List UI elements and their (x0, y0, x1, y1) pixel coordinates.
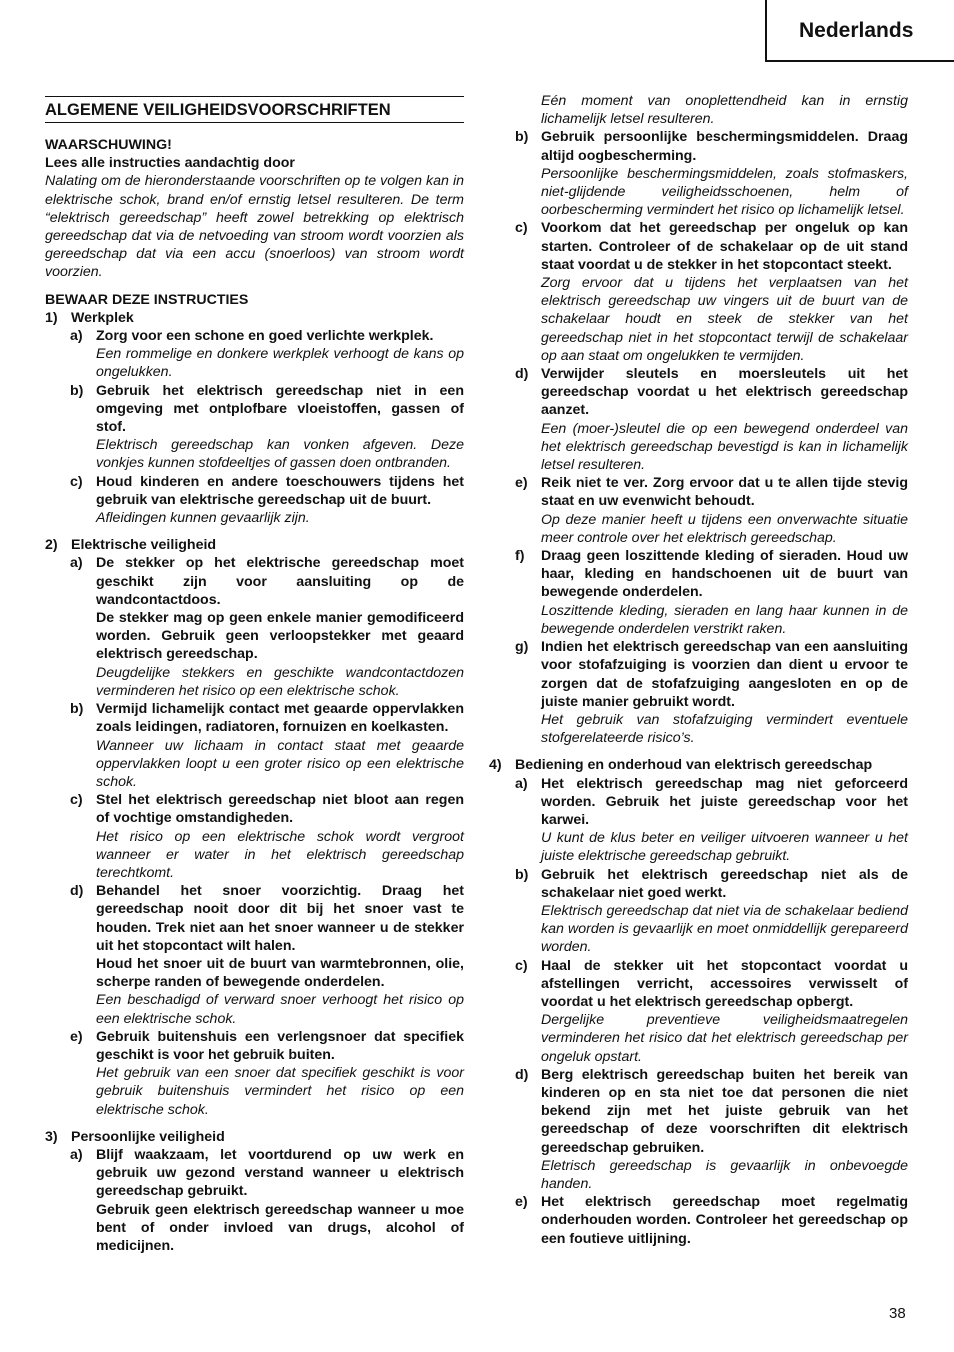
item-note: Afleidingen kunnen gevaarlijk zijn. (96, 510, 310, 527)
item-note: Een rommelige en donkere werkplek verhoogt de kans op ongelukken. (96, 346, 464, 381)
item-note: Deugdelijke stekkers en geschikte wandcontactdozen verminderen het risico op een elektrische schok. (96, 664, 464, 699)
item-note: Zorg ervoor dat u tijdens het verplaatsen van het elektrisch gereedschap uw vingers uit de buurt van de schakelaar houdt en steek de stekker van het gereedschap niet in het stopcontact terwijl de schakelaar op aan staat om ongelukken te vermijden. (541, 275, 908, 364)
list-item: a) Zorg voor een schone en goed verlichte werkplek. (70, 328, 434, 345)
page-number: 38 (889, 1305, 906, 1322)
list-item: e) Reik niet te ver. Zorg ervoor dat u te allen tijde stevig staat en uw evenwicht behoudt. (515, 475, 908, 510)
keep-instructions: BEWAAR DEZE INSTRUCTIES (45, 291, 249, 308)
item-note: Een (moer-)sleutel die op een bewegend onderdeel van het elektrisch gereedschap bevestigd is kan in lichamelijk letsel resulteren. (541, 420, 908, 474)
item-note: Elektrisch gereedschap kan vonken afgeven. Deze vonkjes kunnen stofdeeltjes of gassen doen ontbranden. (96, 437, 464, 472)
item-note: Op deze manier heeft u tijdens een onverwachte situatie meer controle over het elektrisch gereedschap. (541, 511, 908, 546)
warning-heading: WAARSCHUWING! (45, 137, 172, 153)
item-note: Een beschadigd of verward snoer verhoogt het risico op een elektrische schok. (96, 992, 464, 1027)
left-column (45, 96, 464, 1255)
section-heading-1: 1) Werkplek (45, 309, 134, 326)
list-item: d) Behandel het snoer voorzichtig. Draag het gereedschap nooit door dit bij het snoer vast te houden. Trek niet aan het snoer wanneer u de stekker uit het stopcontact wilt halen. (70, 883, 464, 954)
section-title: ALGEMENE VEILIGHEIDSVOORSCHRIFTEN (45, 96, 464, 123)
list-item: a) De stekker op het elektrische gereedschap moet geschikt zijn voor aansluiting op de wandcontactdoos. (70, 555, 464, 608)
item-note: Dergelijke preventieve veiligheidsmaatregelen verminderen het risico dat het elektrisch gereedschap per ongeluk opstart. (541, 1012, 908, 1065)
right-column (489, 92, 908, 1248)
list-item: c) Voorkom dat het gereedschap per ongeluk op kan starten. Controleer of de schakelaar op de uit stand staat voordat u de stekker in het stopcontact steekt. (515, 220, 908, 273)
list-item: d) Verwijder sleutels en moersleutels uit het gereedschap voordat u het elektrisch gereedschap aanzet. (515, 366, 908, 419)
item-note: U kunt de klus beter en veiliger uitvoeren wanneer u het juiste elektrische gereedschap gebruikt. (541, 830, 908, 865)
item-note: Eén moment van onoplettendheid kan in ernstig lichamelijk letsel resulteren. (541, 93, 908, 128)
list-item: b) Vermijd lichamelijk contact met geaarde oppervlakken zoals leidingen, radiatoren, fornuizen en koelkasten. (70, 701, 464, 736)
list-item: b) Gebruik persoonlijke beschermingsmiddelen. Draag altijd oogbescherming. (515, 129, 908, 164)
list-item: a) Het elektrisch gereedschap mag niet geforceerd worden. Gebruik het juiste gereedschap voor het karwei. (515, 775, 908, 828)
item-note: Het risico op een elektrische schok wordt vergroot wanneer er water in het elektrisch gereedschap terechtkomt. (96, 828, 464, 881)
item-note: Loszittende kleding, sieraden en lang haar kunnen in de bewegende onderdelen verstrikt raken. (541, 602, 908, 637)
section-heading-4: 4) Bediening en onderhoud van elektrisch gereedschap (489, 757, 873, 774)
item-extra: De stekker mag op geen enkele manier gemodificeerd worden. Gebruik geen verloopstekker met geaard elektrisch gereedschap. (96, 610, 464, 663)
item-note: Het gebruik van een snoer dat specifiek geschikt is voor gebruik buitenshuis vermindert het risico op een elektrische schok. (96, 1065, 464, 1118)
item-note: Persoonlijke beschermingsmiddelen, zoals stofmaskers, niet-glijdende veiligheidsschoenen, helm of oorbescherming vermindert het risico op lichamelijk letsel. (541, 165, 908, 219)
item-note: Elektrisch gereedschap dat niet via de schakelaar bediend kan worden is gevaarlijk en moet onmiddellijk gerepareerd worden. (541, 902, 908, 956)
list-item: b) Gebruik het elektrisch gereedschap niet als de schakelaar niet goed werkt. (515, 866, 908, 901)
section-heading-2: 2) Elektrische veiligheid (45, 537, 217, 554)
list-item: d) Berg elektrisch gereedschap buiten het bereik van kinderen op en sta niet toe dat personen die niet bekend zijn met het juiste gebruik van het gereedschap of deze voorschriften dit elektrisch gereedschap gebruiken. (515, 1066, 908, 1156)
list-item: b) Gebruik het elektrisch gereedschap niet in een omgeving met ontplofbare vloeistoffen, gassen of stof. (70, 382, 464, 436)
list-item: e) Gebruik buitenshuis een verlengsnoer dat specifiek geschikt is voor het gebruik buiten. (70, 1028, 464, 1063)
item-note: Eletrisch gereedschap is gevaarlijk in onbevoegde handen. (541, 1157, 908, 1192)
warning-subheading: Lees alle instructies aandachtig door (45, 155, 295, 172)
item-note: Wanneer uw lichaam in contact staat met geaarde oppervlakken loopt u een groter risico op een elektrische schok. (96, 737, 464, 790)
item-note: Het gebruik van stofafzuiging vermindert eventuele stofgerelateerde risico’s. (541, 711, 908, 747)
list-item: g) Indien het elektrisch gereedschap van een aansluiting voor stofafzuiging is voorzien dan dient u ervoor te zorgen dat de stofafzuiging aangesloten en op de juiste manier gebruikt wordt. (515, 639, 908, 710)
list-item: a) Blijf waakzaam, let voortdurend op uw werk en gebruik uw gezond verstand wanneer u elektrisch gereedschap gebruikt. (70, 1146, 464, 1200)
list-item: c) Stel het elektrisch gereedschap niet bloot aan regen of vochtige omstandigheden. (70, 792, 464, 827)
section-heading-3: 3) Persoonlijke veiligheid (45, 1128, 225, 1145)
language-label: Nederlands (799, 19, 914, 42)
item-extra: Gebruik geen elektrisch gereedschap wanneer u moe bent of onder invloed van drugs, alcohol of medicijnen. (96, 1201, 464, 1254)
language-tab (765, 0, 954, 62)
item-extra: Houd het snoer uit de buurt van warmtebronnen, olie, scherpe randen of bewegende onderdelen. (96, 955, 464, 991)
list-item: f) Draag geen loszittende kleding of sieraden. Houd uw haar, kleding en handschoenen uit de buurt van bewegende onderdelen. (515, 548, 908, 601)
warning-text: Nalating om de hieronderstaande voorschriften op te volgen kan in elektrische schok, brand en/of ernstig letsel resulteren. De term “elektrisch gereedschap” heeft zowel betrekking op elektrisch gereedschap dat via de netvoeding van stroom wordt voorzien als gereedschap dat via een accu (snoerloos) van stroom wordt voorzien. (45, 173, 464, 281)
list-item: c) Haal de stekker uit het stopcontact voordat u afstellingen verricht, accessoires verwisselt of voordat u het elektrisch gereedschap opbergt. (515, 957, 908, 1010)
list-item: c) Houd kinderen en andere toeschouwers tijdens het gebruik van elektrische gereedschap uit de buurt. (70, 473, 464, 508)
list-item: e) Het elektrisch gereedschap moet regelmatig onderhouden worden. Controleer het gereedschap op een foutieve uitlijning. (515, 1194, 908, 1247)
